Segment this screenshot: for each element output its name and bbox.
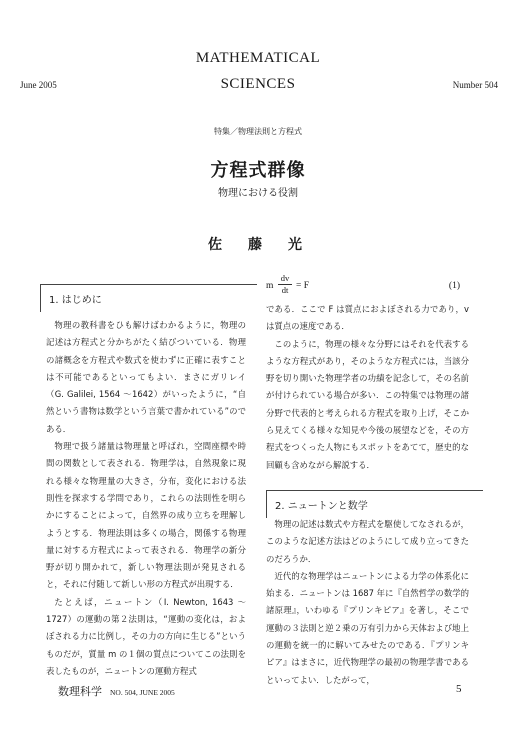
right-column-top [266, 301, 469, 474]
article-subtitle: 物理における役割 [218, 188, 298, 199]
section-heading-2 [266, 490, 483, 518]
right-column-bottom [266, 516, 469, 689]
footer-issue: NO. 504, JUNE 2005 [110, 688, 175, 697]
article-title: 方程式群像 [210, 160, 306, 181]
paragraph: である．ここで F は質点におよぼされる力であり，v は質点の速度である． [266, 304, 469, 332]
equation-rhs: = F [296, 281, 310, 291]
paragraph: 物理の教科書をひも解けばわかるように，物理の記述は方程式と分かちがたく結びついている．物理の諸概念を方程式や数式を使わずに正確に表すことは不可能であるといってもよい．まさにガリレイ（G. Galilei, 1564 ～1642）がいったように，“自然という書物は数学という言葉で書かれている”のである． [46, 320, 246, 434]
paragraph: 物理の記述は数式や方程式を駆使してなされるが，このような記述方法はどのようにして成り立ってきたのだろうか． [266, 519, 469, 564]
page-number: 5 [456, 683, 462, 695]
section-heading-2-text: 2. ニュートンと数学 [275, 501, 368, 512]
equation-fraction [278, 273, 292, 296]
equation-label: (1) [448, 281, 460, 291]
journal-subtitle: SCIENCES [220, 76, 296, 92]
footer-journal [58, 683, 175, 699]
issue-number: Number 504 [452, 80, 498, 90]
feature-tag: 特集／物理法則と方程式 [214, 127, 302, 136]
section-heading-1 [40, 284, 257, 312]
section-heading-1-text: 1. はじめに [49, 295, 102, 306]
author-name: 佐 藤 光 [208, 237, 308, 253]
issue-date: June 2005 [20, 80, 57, 90]
paragraph: 近代的な物理学はニュートンによる力学の体系化に始まる．ニュートンは 1687 年に『自然哲学の数学的諸原理』，いわゆる『プリンキピア』を著し，そこで運動の３法則と逆２乗の万有引力から天体および地上の運動を統一的に解いてみせたのである．『プリンキピア』はまさに，近代物理学の最初の物理学書であるといってよい．したがって， [266, 570, 469, 685]
footer-journal-name: 数理科学 [58, 685, 102, 698]
paragraph: 物理で扱う諸量は物理量と呼ばれ，空間座標や時間の関数として表される．物理学は，自然現象に現れる様々な物理量の大きさ，分布，変化における法則性を探求する学問であり，これらの法則性を明らかにすることによって，自然界の成り立ちを理解しようとする．物理法則は多くの場合，関係する物理量に対する方程式によって表される．物理学の新分野が切り開かれて，新しい物理法則が発見されると，それに付随して新しい形の方程式が出現する． [46, 441, 246, 590]
journal-title: MATHEMATICAL [195, 50, 321, 66]
left-column [46, 317, 246, 680]
equation-mass: m [266, 281, 274, 291]
equation-1 [264, 273, 464, 303]
equation-numerator: dv [278, 273, 292, 285]
equation-denominator: dt [281, 285, 289, 295]
paragraph: このように，物理の様々な分野にはそれを代表するような方程式があり，そのような方程式には，当該分野を切り開いた物理学者の功績を記念して，その名前が付けられている場合が多い．この特集では物理の諸分野で代表的と考えられる方程式を取り上げ，そこから見えてくる様々な知見や今後の展望などを，その方程式をつくった人物にもスポットをあてて，歴史的な回顧も含めながら解説する． [266, 338, 469, 470]
paragraph: たとえば，ニュートン（I. Newton, 1643 ～1727）の運動の第２法則は，“運動の変化は，およぼされる力に比例し，その力の方向に生じる”というものだが，質量 m の１個の質点についてこの法則を表したものが，ニュートンの運動方程式 [46, 596, 246, 676]
